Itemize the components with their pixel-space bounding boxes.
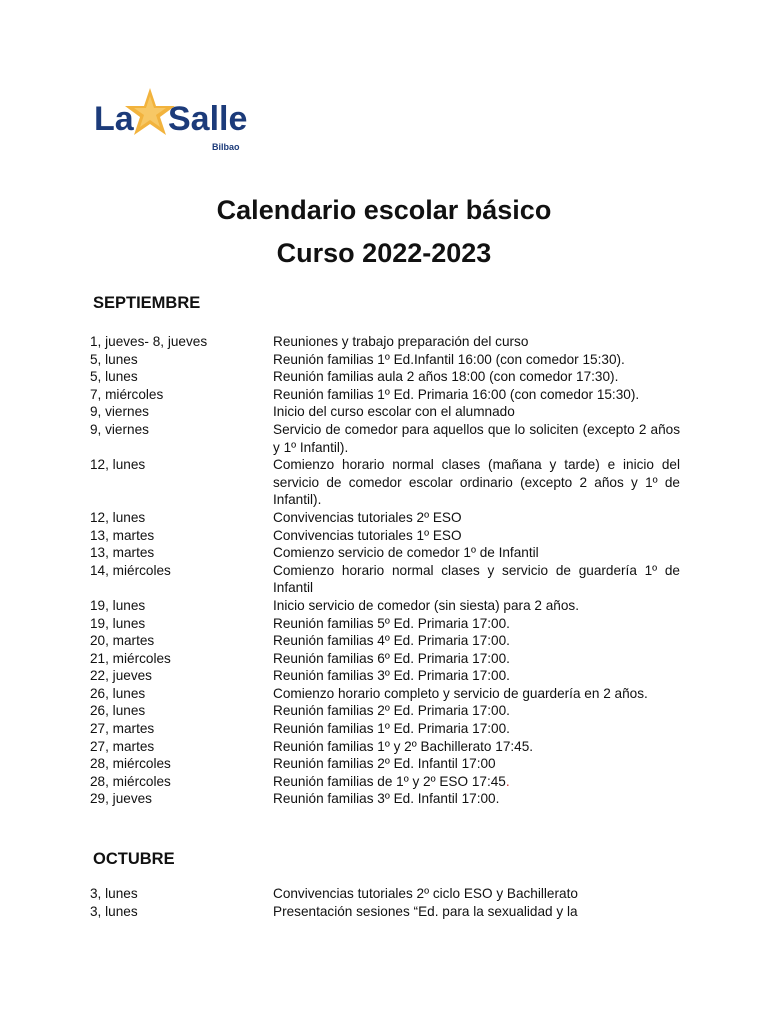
event-description-text: Reunión familias 1º Ed. Primaria 17:00.	[273, 721, 510, 737]
event-date: 12, lunes	[90, 509, 146, 525]
event-description-text: Inicio del curso escolar con el alumnado	[273, 404, 515, 420]
event-description	[273, 386, 680, 404]
event-description-text: Reunión familias aula 2 años 18:00 (con comedor 17:30).	[273, 369, 619, 385]
event-description	[273, 421, 680, 456]
logo-subtext: Bilbao	[212, 142, 240, 152]
event-description	[273, 597, 680, 615]
event-date: 21, miércoles	[90, 650, 171, 666]
event-row	[90, 702, 680, 720]
logo-text-left: La	[94, 100, 134, 138]
event-date: 28, miércoles	[90, 756, 171, 772]
event-description	[273, 368, 680, 386]
event-row	[90, 790, 680, 808]
event-row	[90, 527, 680, 545]
event-description-text: Reunión familias 2º Ed. Primaria 17:00.	[273, 703, 510, 719]
event-date: 5, lunes	[90, 351, 138, 367]
event-description-text: Presentación sesiones “Ed. para la sexualidad y la	[273, 903, 578, 919]
event-description	[273, 720, 680, 738]
event-description	[273, 403, 680, 421]
event-date: 13, martes	[90, 545, 155, 561]
month-heading-octubre: OCTUBRE	[93, 850, 175, 868]
event-description	[273, 667, 680, 685]
event-row	[90, 755, 680, 773]
event-row	[90, 333, 680, 351]
page-subtitle: Curso 2022-2023	[276, 238, 492, 268]
event-row	[90, 667, 680, 685]
event-date: 7, miércoles	[90, 386, 164, 402]
event-description-text: Reunión familias 3º Ed. Infantil 17:00.	[273, 791, 500, 807]
event-list-octubre	[90, 885, 680, 920]
event-description-text: Convivencias tutoriales 2º ESO	[273, 509, 462, 525]
event-description	[273, 885, 680, 903]
event-date: 13, martes	[90, 527, 155, 543]
event-row	[90, 403, 680, 421]
event-row	[90, 632, 680, 650]
event-description	[273, 509, 680, 527]
event-row	[90, 562, 680, 597]
event-row	[90, 456, 680, 509]
event-description-text: Comienzo servicio de comedor 1º de Infantil	[273, 545, 539, 561]
page-title: Calendario escolar básico	[216, 195, 552, 225]
event-row	[90, 738, 680, 756]
event-description	[273, 544, 680, 562]
event-row	[90, 368, 680, 386]
event-row	[90, 597, 680, 615]
event-list-septiembre	[90, 333, 680, 808]
event-date: 9, viernes	[90, 404, 149, 420]
event-date: 12, lunes	[90, 457, 146, 473]
event-date: 29, jueves	[90, 791, 152, 807]
event-description-text: Convivencias tutoriales 2º ciclo ESO y Bachillerato	[273, 886, 578, 901]
la-salle-logo	[92, 84, 252, 156]
event-row	[90, 615, 680, 633]
event-description-text: Servicio de comedor para aquellos que lo soliciten (excepto 2 años y 1º Infantil).	[273, 421, 680, 455]
month-heading-septiembre: SEPTIEMBRE	[93, 294, 201, 312]
event-date: 27, martes	[90, 738, 155, 754]
event-description-text: Comienzo horario normal clases y servicio de guardería 1º de Infantil	[273, 562, 680, 596]
event-date: 27, martes	[90, 721, 155, 737]
event-row	[90, 885, 680, 903]
event-description-text: Reunión familias 2º Ed. Infantil 17:00	[273, 756, 496, 772]
event-description-text: Reunión familias 3º Ed. Primaria 17:00.	[273, 668, 510, 684]
event-row	[90, 509, 680, 527]
event-row	[90, 650, 680, 668]
event-date: 14, miércoles	[90, 562, 171, 578]
event-description-suffix: .	[505, 773, 510, 789]
event-description	[273, 615, 680, 633]
event-description-text: Reunión familias 1º Ed.Infantil 16:00 (con comedor 15:30).	[273, 351, 625, 367]
event-description-text: Reunión familias 6º Ed. Primaria 17:00.	[273, 650, 510, 666]
event-description-text: Reunión familias 1º Ed. Primaria 16:00 (con comedor 15:30).	[273, 386, 640, 402]
event-date: 3, lunes	[90, 886, 138, 901]
logo-text-right: Salle	[168, 100, 248, 138]
event-description-text: Reunión familias de 1º y 2º ESO 17:45	[273, 773, 506, 789]
event-row	[90, 685, 680, 703]
event-description	[273, 790, 680, 808]
event-description-text: Convivencias tutoriales 1º ESO	[273, 527, 462, 543]
event-description	[273, 773, 680, 791]
event-description-text: Reunión familias 1º y 2º Bachillerato 17:45.	[273, 738, 534, 754]
event-date: 19, lunes	[90, 615, 146, 631]
event-description-text: Reunión familias 4º Ed. Primaria 17:00.	[273, 633, 510, 649]
event-date: 26, lunes	[90, 685, 146, 701]
event-row	[90, 903, 680, 921]
event-description	[273, 650, 680, 668]
event-description	[273, 685, 680, 703]
event-description-text: Inicio servicio de comedor (sin siesta) para 2 años.	[273, 597, 579, 613]
event-row	[90, 351, 680, 369]
event-row	[90, 386, 680, 404]
event-row	[90, 720, 680, 738]
event-date: 5, lunes	[90, 369, 138, 385]
event-description-text: Comienzo horario completo y servicio de guardería en 2 años.	[273, 685, 648, 701]
event-description-text: Comienzo horario normal clases (mañana y tarde) e inicio del servicio de comedor escolar ordinario (excepto 2 años y 1º de Infantil).	[273, 457, 680, 508]
event-description	[273, 562, 680, 597]
event-date: 22, jueves	[90, 668, 152, 684]
event-date: 1, jueves- 8, jueves	[90, 334, 208, 349]
event-date: 20, martes	[90, 633, 155, 649]
event-description	[273, 755, 680, 773]
event-description	[273, 632, 680, 650]
event-date: 19, lunes	[90, 597, 146, 613]
event-date: 28, miércoles	[90, 773, 171, 789]
event-description	[273, 351, 680, 369]
event-description	[273, 702, 680, 720]
event-description	[273, 738, 680, 756]
event-description-text: Reuniones y trabajo preparación del curso	[273, 334, 529, 349]
la-salle-logo-graphic	[92, 84, 252, 156]
event-row	[90, 773, 680, 791]
event-date: 3, lunes	[90, 903, 138, 919]
event-description	[273, 456, 680, 509]
event-row	[90, 544, 680, 562]
event-date: 9, viernes	[90, 421, 149, 437]
event-date: 26, lunes	[90, 703, 146, 719]
event-row	[90, 421, 680, 456]
event-description	[273, 903, 680, 921]
event-description-text: Reunión familias 5º Ed. Primaria 17:00.	[273, 615, 510, 631]
event-description	[273, 333, 680, 351]
event-description	[273, 527, 680, 545]
